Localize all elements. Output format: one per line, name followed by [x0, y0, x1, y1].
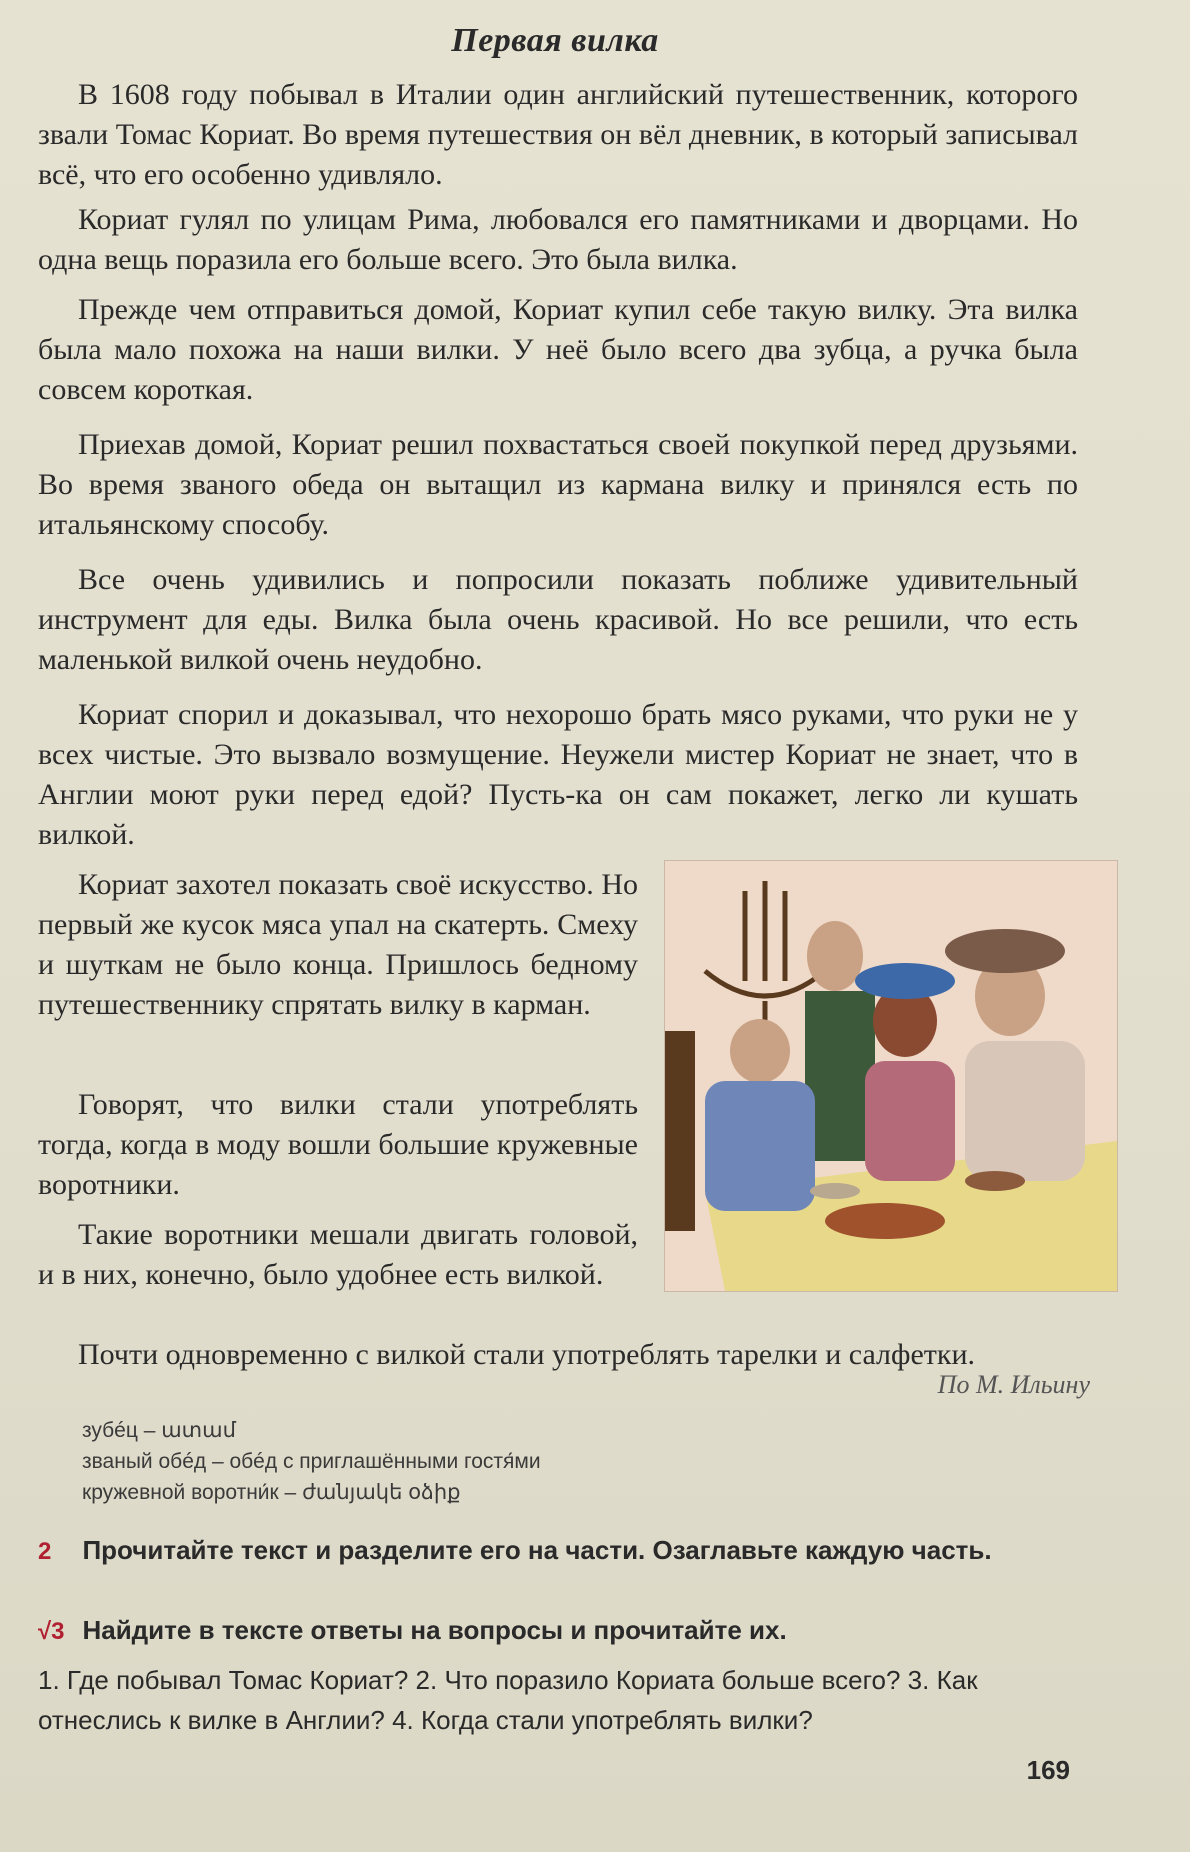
paragraph-10: Почти одновременно с вилкой стали употреблять тарелки и салфетки.	[78, 1338, 976, 1371]
paragraph-5: Все очень удивились и попросили показать поближе удивительный инструмент для еды. Вилка была очень красивой. Но все решили, что есть маленькой вилкой очень неудобно.	[38, 563, 1078, 676]
task-3	[38, 1615, 1098, 1646]
paragraph-6: Кориат спорил и доказывал, что нехорошо брать мясо руками, что руки не у всех чистые. Это вызвало возмущение. Неужели мистер Кориат не знает, что в Англии моют руки перед едой? Пусть-ка он сам покажет, легко ли кушать вилкой.	[38, 698, 1078, 851]
task-2	[38, 1535, 1098, 1566]
page-number: 169	[1026, 1755, 1070, 1785]
paragraph-3: Прежде чем отправиться домой, Кориат купил себе такую вилку. Эта вилка была мало похожа на наши вилки. У неё было всего два зубца, а ручка была совсем короткая.	[38, 293, 1078, 406]
figure-body-light	[965, 1041, 1085, 1181]
task-number: √3	[38, 1618, 65, 1645]
figure-body-blue	[705, 1081, 815, 1211]
paragraph-2: Кориат гулял по улицам Рима, любовался его памятниками и дворцами. Но одна вещь поразила его больше всего. Это была вилка.	[38, 203, 1078, 276]
figure-body	[805, 991, 875, 1161]
glossary-item: званый обéд – обéд с приглашёнными гостя́ми	[82, 1450, 541, 1473]
paragraph-1: В 1608 году побывал в Италии один английский путешественник, которого звали Томас Кориат. Во время путешествия он вёл дневник, в который записывал всё, что его особенно удивляло.	[38, 78, 1078, 191]
paragraph-9: Такие воротники мешали двигать головой, и в них, конечно, было удобнее есть вилкой.	[38, 1218, 638, 1291]
figure-body-pink	[865, 1061, 955, 1181]
paragraph-4: Приехав домой, Кориат решил похвастаться своей покупкой перед друзьями. Во время званого обеда он вытащил из кармана вилку и принялся есть по итальянскому способу.	[38, 428, 1078, 541]
chair	[665, 1031, 695, 1231]
glossary	[82, 1415, 541, 1508]
task-instruction: Прочитайте текст и разделите его на части. Озаглавьте каждую часть.	[82, 1535, 992, 1565]
dinner-scene-illustration	[664, 860, 1118, 1292]
paragraph-8: Говорят, что вилки стали употреблять тогда, когда в моду вошли большие кружевные воротники.	[38, 1088, 638, 1201]
task-number: 2	[38, 1538, 52, 1565]
questions-list: 1. Где побывал Томас Кориат? 2. Что поразило Кориата больше всего? 3. Как отнеслись к вилке в Англии? 4. Когда стали употреблять вилки?	[38, 1665, 978, 1735]
task-instruction: Найдите в тексте ответы на вопросы и прочитайте их.	[82, 1615, 787, 1645]
dinner-scene-drawing	[665, 861, 1117, 1291]
hat	[855, 963, 955, 999]
figure-head	[807, 921, 863, 991]
paragraph-7: Кориат захотел показать своё искусство. Но первый же кусок мяса упал на скатерть. Смеху и шуткам не было конца. Пришлось бедному путешественнику спрятать вилку в карман.	[38, 868, 638, 1021]
author-attribution: По М. Ильину	[937, 1370, 1090, 1399]
glossary-item: кружевной воротни́к – ժանյակե օձիք	[82, 1481, 461, 1504]
story-title: Первая вилка	[451, 22, 659, 59]
glossary-item: зубéц – ատամ	[82, 1419, 236, 1442]
plate	[825, 1203, 945, 1239]
